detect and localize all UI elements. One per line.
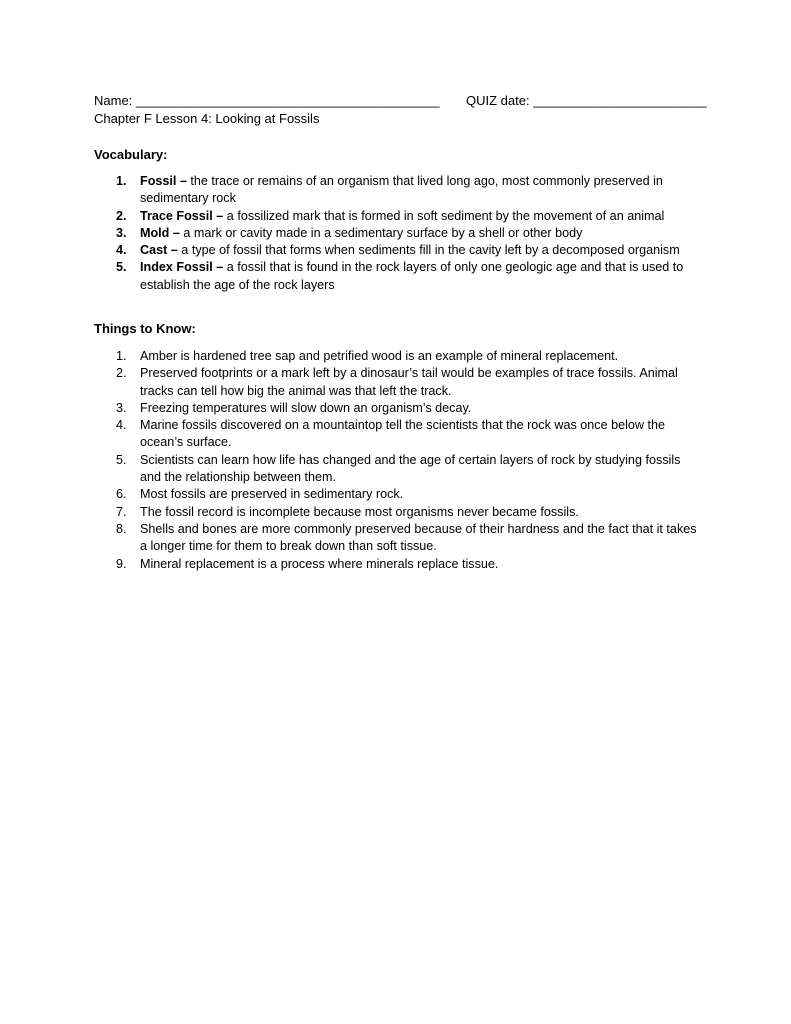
item-number: 6. bbox=[116, 487, 127, 502]
things-to-know-list bbox=[94, 348, 704, 573]
vocabulary-term: Cast – bbox=[140, 243, 178, 258]
vocabulary-item bbox=[94, 225, 704, 242]
list-item bbox=[94, 348, 704, 365]
list-item-text: Mineral replacement is a process where minerals replace tissue. bbox=[140, 556, 499, 571]
vocabulary-term: Index Fossil – bbox=[140, 260, 224, 275]
list-item-text: The fossil record is incomplete because most organisms never became fossils. bbox=[140, 504, 579, 519]
things-to-know-heading: Things to Know: bbox=[94, 321, 196, 336]
list-item bbox=[94, 504, 704, 521]
vocabulary-heading: Vocabulary: bbox=[94, 147, 168, 162]
item-number: 4. bbox=[116, 243, 127, 258]
vocabulary-definition: the trace or remains of an organism that lived long ago, most commonly preserved in sedimentary rock bbox=[140, 174, 663, 206]
list-item bbox=[94, 521, 704, 556]
item-number: 1. bbox=[116, 174, 127, 188]
name-field-label: Name: __________________________________________ bbox=[94, 93, 440, 108]
list-item bbox=[94, 486, 704, 503]
vocabulary-item bbox=[94, 242, 704, 259]
vocabulary-term: Trace Fossil – bbox=[140, 208, 224, 223]
vocabulary-term: Mold – bbox=[140, 225, 180, 240]
list-item bbox=[94, 400, 704, 417]
lesson-title: Chapter F Lesson 4: Looking at Fossils bbox=[94, 111, 320, 126]
list-item-text: Preserved footprints or a mark left by a dinosaur’s tail would be examples of trace fossils. Animal tracks can tell how big the animal was that left the track. bbox=[140, 366, 678, 398]
item-number: 5. bbox=[116, 260, 127, 275]
list-item-text: Scientists can learn how life has changed and the age of certain layers of rock by studying fossils and the relationship between them. bbox=[140, 452, 681, 485]
header-row bbox=[94, 92, 707, 110]
list-item bbox=[94, 452, 704, 487]
list-item-text: Shells and bones are more commonly preserved because of their hardness and the fact that it takes a longer time for them to break down than soft tissue. bbox=[140, 521, 697, 554]
list-item bbox=[94, 417, 704, 452]
item-number: 7. bbox=[116, 504, 127, 519]
item-number: 2. bbox=[116, 366, 127, 381]
vocabulary-item bbox=[94, 208, 704, 225]
item-number: 5. bbox=[116, 452, 127, 467]
item-number: 3. bbox=[116, 400, 127, 415]
item-number: 2. bbox=[116, 208, 127, 223]
item-number: 3. bbox=[116, 225, 127, 240]
list-item bbox=[94, 556, 704, 573]
quiz-date-field-label: QUIZ date: ________________________ bbox=[466, 93, 707, 108]
item-number: 9. bbox=[116, 556, 127, 571]
vocabulary-definition: a type of fossil that forms when sediments fill in the cavity left by a decomposed organism bbox=[177, 243, 680, 258]
item-number: 8. bbox=[116, 521, 127, 536]
vocabulary-item bbox=[94, 259, 704, 294]
list-item-text: Freezing temperatures will slow down an organism’s decay. bbox=[140, 400, 472, 415]
list-item-text: Marine fossils discovered on a mountaintop tell the scientists that the rock was once below the ocean’s surface. bbox=[140, 418, 666, 450]
item-number: 4. bbox=[116, 418, 127, 433]
item-number: 1. bbox=[116, 349, 127, 363]
list-item-text: Amber is hardened tree sap and petrified wood is an example of mineral replacement. bbox=[140, 349, 619, 363]
vocabulary-item bbox=[94, 173, 704, 208]
list-item-text: Most fossils are preserved in sedimentary rock. bbox=[140, 487, 404, 502]
vocabulary-term: Fossil – bbox=[140, 174, 187, 188]
vocabulary-definition: a fossilized mark that is formed in soft sediment by the movement of an animal bbox=[223, 208, 665, 223]
vocabulary-list bbox=[94, 173, 704, 294]
vocabulary-definition: a mark or cavity made in a sedimentary surface by a shell or other body bbox=[179, 225, 583, 240]
vocabulary-definition: a fossil that is found in the rock layers of only one geologic age and that is used to establish the age of the rock layers bbox=[140, 260, 684, 292]
list-item bbox=[94, 365, 704, 400]
